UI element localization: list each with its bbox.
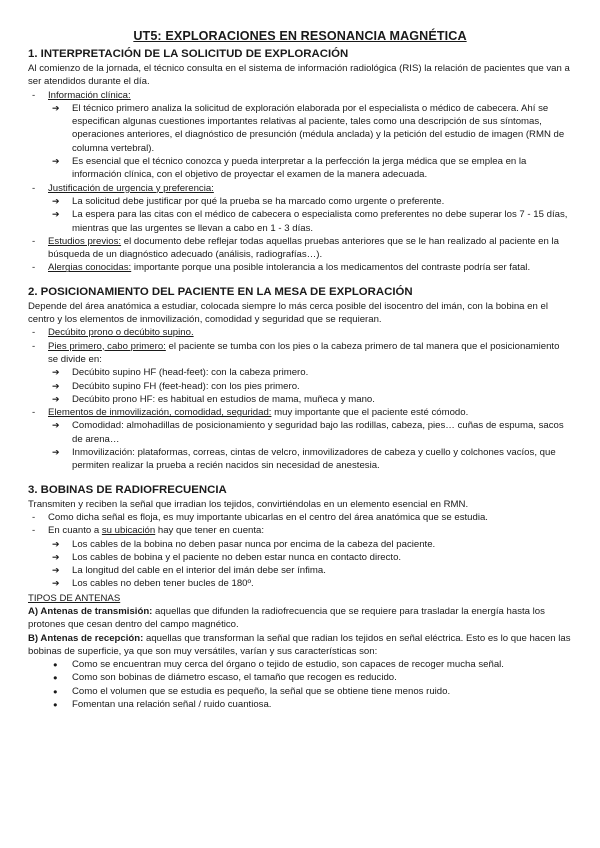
list-item: ➔ La solicitud debe justificar por qué la prueba se ha marcado como urgente o preferente. [28, 195, 572, 208]
list-item: - En cuanto a su ubicación hay que tener en cuenta: [28, 524, 572, 537]
section-1-intro: Al comienzo de la jornada, el técnico consulta en el sistema de información radiológica (RIS) la relación de pacientes que van a ser atendidos durante el día. [28, 63, 570, 88]
section-2-heading: 2. POSICIONAMIENTO DEL PACIENTE EN LA MESA DE EXPLORACIÓN [28, 285, 413, 298]
transmission-antennas: A) Antenas de transmisión: aquellas que difunden la radiofrecuencia que se requiere para trasladar la energía hasta los protones que cesan dentro del campo magnético. [28, 605, 545, 631]
document-title: UT5: EXPLORACIONES EN RESONANCIA MAGNÉTICA [133, 29, 467, 43]
list-item: ● Como el volumen que se estudia es pequeño, la señal que se obtiene tiene menos ruido. [28, 685, 572, 698]
list-item: ➔ Inmovilización: plataformas, correas, cintas de velcro, inmovilizadores de cabeza y cuello y colchones vacíos, que permiten realizar la prueba a recién nacidos sin necesidad de anestesia. [28, 446, 572, 473]
list-item: - Información clínica: [28, 89, 572, 102]
list-item: - Pies primero, cabo primero: el paciente se tumba con los pies o la cabeza primero de tal manera que el posicionamiento se divide en: [28, 340, 572, 367]
section-1-heading: 1. INTERPRETACIÓN DE LA SOLICITUD DE EXPLORACIÓN [28, 48, 349, 60]
list-item: ➔ Los cables de bobina y el paciente no deben estar nunca en contacto directo. [28, 551, 572, 564]
list-item: ➔ El técnico primero analiza la solicitud de exploración elaborada por el especialista o médico de cabecera. Ahí se especifican algunas cuestiones importantes relativas al paciente, tales como una descripción de sus síntomas, operaciones anteriores, el diagnóstico de presunción (médula anclada) y la petición del estudio de imagen (RMN de columna vertebral). [28, 102, 572, 155]
list-item: ➔ Decúbito prono HF: es habitual en estudios de mama, muñeca y mano. [28, 393, 572, 406]
document-page [28, 28, 572, 711]
antenna-types-subheading: TIPOS DE ANTENAS [28, 592, 121, 604]
list-item: ➔ Es esencial que el técnico conozca y pueda interpretar a la perfección la jerga médica que se emplea en la información clínica, con el objetivo de proyectar el examen de la manera adecuada. [28, 155, 572, 182]
list-item: - Decúbito prono o decúbito supino. [28, 326, 572, 339]
list-item: ➔ Decúbito supino HF (head-feet): con la cabeza primero. [28, 366, 572, 379]
list-item: ➔ Decúbito supino FH (feet-head): con los pies primero. [28, 380, 572, 393]
list-item: ➔ La longitud del cable en el interior del imán debe ser ínfima. [28, 564, 572, 577]
section-3-intro: Transmiten y reciben la señal que irradian los tejidos, convirtiéndolas en un elemento esencial en RMN. [28, 498, 469, 510]
list-item: ➔ La espera para las citas con el médico de cabecera o especialista como preferentes no debe superar los 7 - 15 días, mientras que las urgentes se llevan a cabo en 1 - 3 días. [28, 208, 572, 235]
list-item: ● Como se encuentran muy cerca del órgano o tejido de estudio, son capaces de recoger mucha señal. [28, 658, 572, 671]
list-item: - Estudios previos: el documento debe reflejar todas aquellas pruebas anteriores que se le han realizado al paciente en la búsqueda de un diagnóstico adecuado (análisis, radiografías…). [28, 235, 572, 262]
section-3-heading: 3. BOBINAS DE RADIOFRECUENCIA [28, 483, 227, 496]
list-item: ● Fomentan una relación señal / ruido cuantiosa. [28, 698, 572, 711]
list-item: - Alergias conocidas: importante porque una posible intolerancia a los medicamentos del contraste podría ser fatal. [28, 261, 572, 274]
list-item: ● Como son bobinas de diámetro escaso, el tamaño que recogen es reducido. [28, 671, 572, 684]
reception-antennas: B) Antenas de recepción: aquellas que transforman la señal que radian los tejidos en señal eléctrica. Esto es lo que hacen las bobinas de superficie, ya que son muy versátiles, varían y sus características son: [28, 632, 571, 657]
list-item: ➔ Los cables no deben tener bucles de 180º. [28, 577, 572, 590]
list-item: ➔ Comodidad: almohadillas de posicionamiento y seguridad bajo las rodillas, cabeza, pies… cuñas de espuma, sacos de arena… [28, 419, 572, 446]
list-item: ➔ Los cables de la bobina no deben pasar nunca por encima de la cabeza del paciente. [28, 538, 572, 551]
list-item: - Elementos de inmovilización, comodidad, seguridad: muy importante que el paciente esté cómodo. [28, 406, 572, 419]
list-item: - Como dicha señal es floja, es muy importante ubicarlas en el centro del área anatómica que se estudia. [28, 511, 572, 524]
list-item: - Justificación de urgencia y preferencia: [28, 182, 572, 195]
section-2-intro: Depende del área anatómica a estudiar, colocada siempre lo más cerca posible del isocentro del imán, con la bobina en el centro y los elementos de inmovilización, comodidad y seguridad que se requieran. [28, 300, 548, 326]
